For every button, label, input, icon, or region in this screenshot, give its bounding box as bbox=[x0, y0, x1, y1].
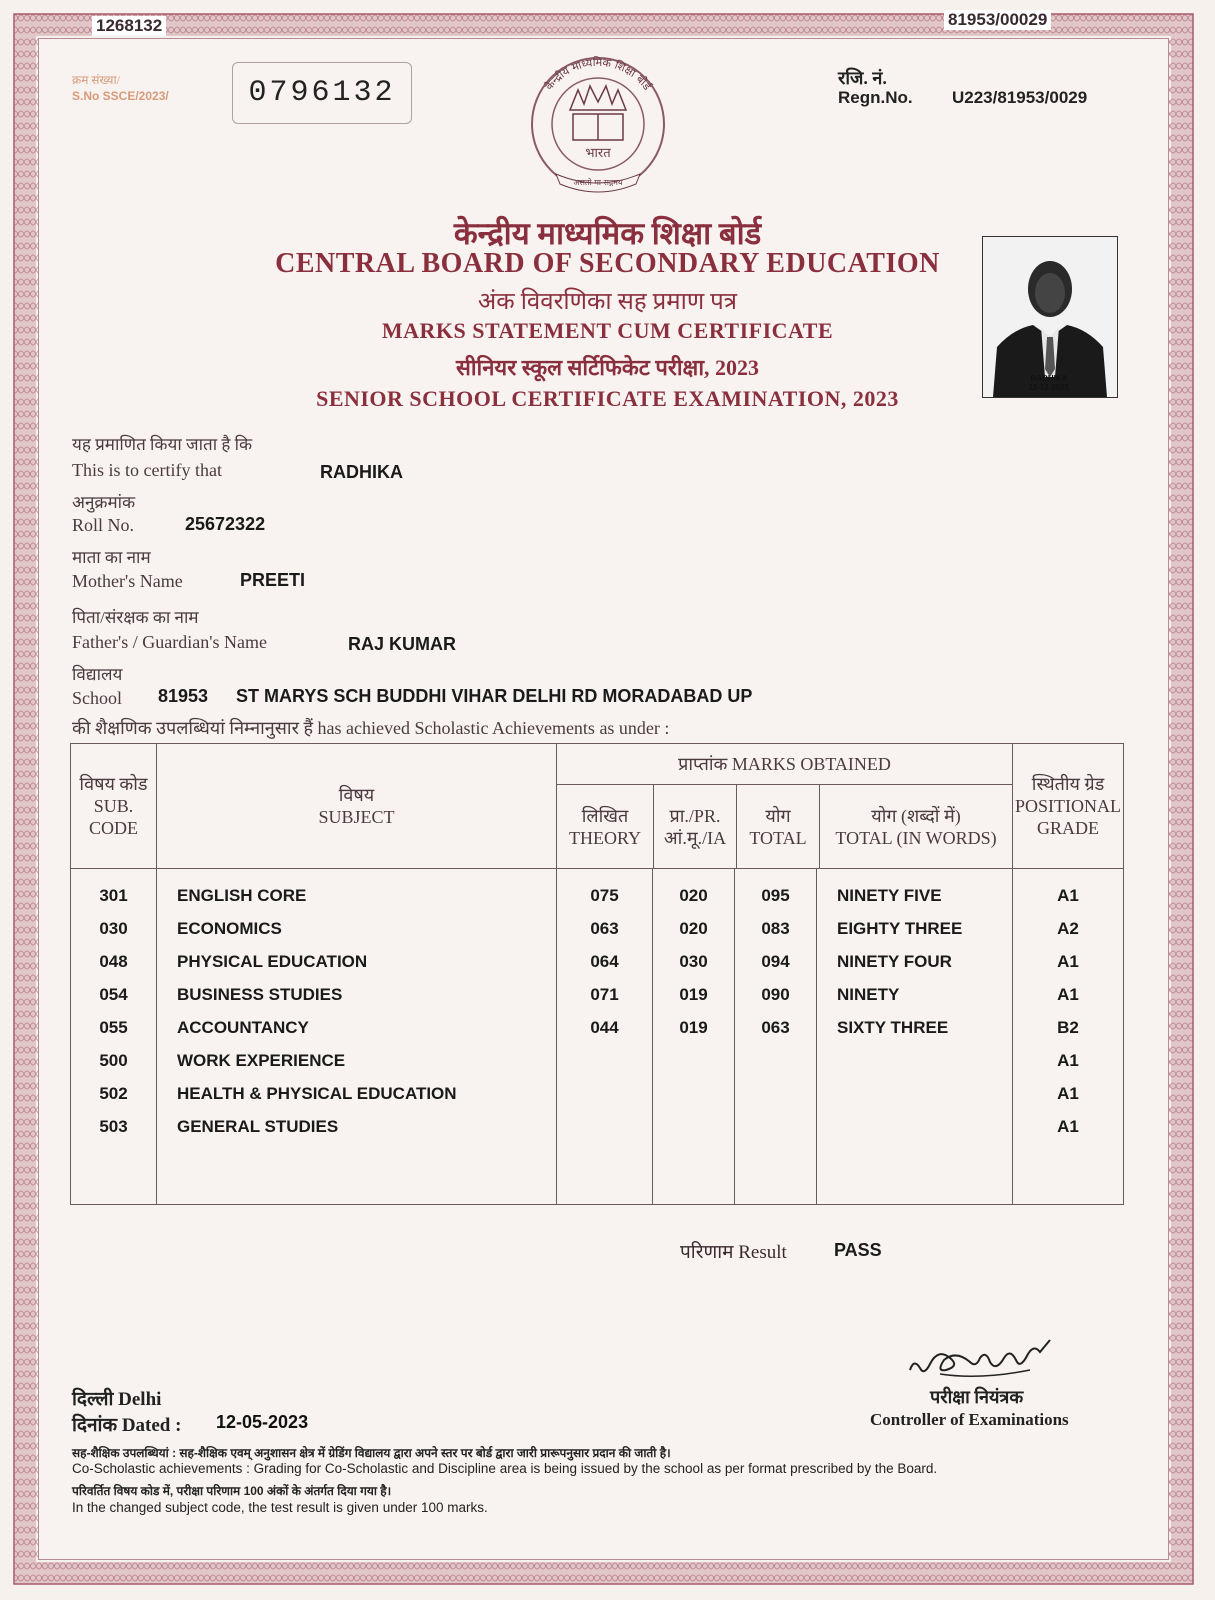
cell-subject: HEALTH & PHYSICAL EDUCATION bbox=[177, 1083, 457, 1103]
col-pr bbox=[653, 869, 735, 1205]
cell-total bbox=[735, 1044, 816, 1077]
photo-caption bbox=[982, 374, 1116, 392]
cell-total: 095 bbox=[761, 885, 790, 905]
cell-pr bbox=[653, 1110, 734, 1143]
regn-label-hi: रजि. नं. bbox=[838, 68, 887, 88]
top-right-number: 81953/00029 bbox=[944, 10, 1051, 30]
board-title-hi: केन्द्रीय माध्यमिक शिक्षा बोर्ड bbox=[453, 216, 762, 251]
cell-subject: PHYSICAL EDUCATION bbox=[177, 951, 368, 971]
header-total-words bbox=[820, 785, 1012, 868]
regn-label-en: Regn.No. bbox=[838, 88, 913, 107]
logo-text-top: केन्द्रीय माध्यमिक शिक्षा बोर्ड bbox=[542, 55, 654, 93]
cell-code: 055 bbox=[99, 1017, 128, 1037]
father-label-hi: पिता/संरक्षक का नाम bbox=[72, 608, 199, 627]
cell-words: NINETY bbox=[837, 984, 900, 1004]
cell-theory: 044 bbox=[590, 1017, 619, 1037]
doc-title-en: MARKS STATEMENT CUM CERTIFICATE bbox=[381, 318, 834, 343]
header-subject-hi: विषय bbox=[338, 785, 375, 805]
cell-theory bbox=[557, 1077, 652, 1110]
col-theory bbox=[557, 869, 653, 1205]
cell-theory bbox=[557, 1044, 652, 1077]
header-subject bbox=[157, 744, 557, 869]
board-title-en: CENTRAL BOARD OF SECONDARY EDUCATION bbox=[275, 248, 940, 279]
header-grade-en1: POSITIONAL bbox=[1015, 796, 1122, 816]
cell-theory: 075 bbox=[590, 885, 619, 905]
cell-total bbox=[735, 1077, 816, 1110]
header-code-hi: विषय कोड bbox=[79, 774, 148, 794]
roll-label-en: Roll No. bbox=[72, 515, 135, 535]
cell-subject: GENERAL STUDIES bbox=[177, 1116, 339, 1136]
father-name: RAJ KUMAR bbox=[348, 634, 456, 654]
cell-total: 063 bbox=[761, 1017, 790, 1037]
header-marks-group bbox=[557, 744, 1013, 869]
cell-pr bbox=[653, 1044, 734, 1077]
header-code-en1: SUB. bbox=[93, 796, 134, 816]
regn-value: U223/81953/0029 bbox=[952, 88, 1088, 107]
col-words bbox=[817, 869, 1013, 1205]
dated-label: दिनांक Dated : bbox=[72, 1415, 182, 1436]
cell-subject: ENGLISH CORE bbox=[177, 885, 307, 905]
cell-words: SIXTY THREE bbox=[837, 1017, 949, 1037]
cell-words bbox=[817, 1044, 1012, 1077]
cell-subject: BUSINESS STUDIES bbox=[177, 984, 343, 1004]
header-theory-en: THEORY bbox=[569, 827, 641, 848]
cell-grade: A2 bbox=[1057, 918, 1079, 938]
cell-pr: 020 bbox=[679, 918, 708, 938]
note1-hi: सह-शैक्षिक उपलब्धियां : सह-शैक्षिक एवम् अनुशासन क्षेत्र में ग्रेडिंग विद्यालय द्वारा अपने स्तर पर बोर्ड द्वारा जारी प्रारूपनुसार प्रदान की जाती है। bbox=[72, 1446, 671, 1460]
roll-label-hi: अनुक्रमांक bbox=[72, 493, 136, 512]
marks-table bbox=[70, 743, 1124, 1205]
header-pr-en: आं.मू./IA bbox=[663, 827, 727, 848]
cell-subject: ECONOMICS bbox=[177, 918, 282, 938]
achieved-line bbox=[72, 716, 669, 740]
cell-total: 090 bbox=[761, 984, 790, 1004]
school-name: ST MARYS SCH BUDDHI VIHAR DELHI RD MORADABAD UP bbox=[236, 686, 753, 706]
mother-label-hi: माता का नाम bbox=[72, 548, 151, 567]
school-label-en: School bbox=[72, 688, 123, 708]
cell-words bbox=[817, 1110, 1012, 1143]
top-left-number: 1268132 bbox=[92, 16, 166, 36]
header-code bbox=[71, 744, 157, 869]
cell-grade: A1 bbox=[1057, 1116, 1079, 1136]
cell-subject: ACCOUNTANCY bbox=[177, 1017, 309, 1037]
col-code bbox=[71, 869, 157, 1205]
place: दिल्ली Delhi bbox=[72, 1389, 162, 1410]
header-total-en: TOTAL bbox=[749, 827, 807, 848]
cell-words bbox=[817, 1077, 1012, 1110]
controller-label-en: Controller of Examinations bbox=[870, 1410, 1069, 1429]
header-words-hi: योग (शब्दों में) bbox=[871, 805, 961, 826]
header-practical bbox=[654, 785, 737, 868]
cell-code: 030 bbox=[99, 918, 128, 938]
header-grade bbox=[1013, 744, 1124, 869]
cell-theory bbox=[557, 1110, 652, 1143]
result-value: PASS bbox=[834, 1240, 882, 1260]
cell-code: 048 bbox=[99, 951, 128, 971]
controller-signature bbox=[900, 1330, 1060, 1390]
cell-total: 094 bbox=[761, 951, 790, 971]
cell-theory: 071 bbox=[590, 984, 619, 1004]
exam-title-hi: सीनियर स्कूल सर्टिफिकेट परीक्षा, 2023 bbox=[455, 355, 760, 380]
cell-pr: 020 bbox=[679, 885, 708, 905]
issue-date: 12-05-2023 bbox=[216, 1412, 309, 1432]
cell-code: 054 bbox=[99, 984, 128, 1004]
student-photo-image bbox=[983, 237, 1117, 397]
student-name: RADHIKA bbox=[320, 462, 403, 482]
father-label-en: Father's / Guardian's Name bbox=[72, 632, 267, 652]
cell-total: 083 bbox=[761, 918, 790, 938]
school-code: 81953 bbox=[158, 686, 209, 706]
achieved-label-en: has achieved Scholastic Achievements as under : bbox=[317, 718, 670, 738]
serial-label-en: S.No SSCE/2023/ bbox=[72, 89, 169, 103]
header-code-en2: CODE bbox=[89, 818, 138, 838]
cbse-logo bbox=[518, 52, 678, 202]
header-marks-obtained: प्राप्तांक MARKS OBTAINED bbox=[557, 744, 1012, 785]
cell-grade: A1 bbox=[1057, 1050, 1079, 1070]
header-total-hi: योग bbox=[765, 805, 791, 826]
table-body bbox=[71, 869, 1124, 1205]
serial-label bbox=[72, 72, 169, 104]
note1-en: Co-Scholastic achievements : Grading for Co-Scholastic and Discipline area is being issued by the school as per format prescribed by the Board. bbox=[72, 1461, 938, 1476]
cell-grade: A1 bbox=[1057, 984, 1079, 1004]
cell-words: EIGHTY THREE bbox=[837, 918, 963, 938]
cell-theory: 063 bbox=[590, 918, 619, 938]
school-label-hi: विद्यालय bbox=[72, 665, 123, 684]
cell-grade: A1 bbox=[1057, 1083, 1079, 1103]
header-theory-hi: लिखित bbox=[581, 805, 629, 826]
mother-label-en: Mother's Name bbox=[72, 571, 183, 591]
header-grade-hi: स्थितीय ग्रेड bbox=[1031, 774, 1105, 794]
col-subject bbox=[157, 869, 557, 1205]
cell-pr: 030 bbox=[679, 951, 708, 971]
logo-text-center: भारत bbox=[585, 146, 611, 161]
achieved-label-hi: की शैक्षणिक उपलब्धियां निम्नानुसार हैं bbox=[72, 718, 314, 738]
svg-text:केन्द्रीय माध्यमिक शिक्षा बोर् bbox=[543, 56, 655, 93]
cell-words: NINETY FOUR bbox=[837, 951, 952, 971]
cell-pr bbox=[653, 1077, 734, 1110]
doc-title-hi: अंक विवरणिका सह प्रमाण पत्र bbox=[477, 289, 738, 315]
roll-number: 25672322 bbox=[185, 514, 266, 534]
cell-pr: 019 bbox=[679, 1017, 708, 1037]
header-theory bbox=[557, 785, 654, 868]
cell-code: 502 bbox=[99, 1083, 128, 1103]
table-header-row bbox=[71, 744, 1124, 869]
photo-caption-name: RADHIKA bbox=[1030, 374, 1068, 383]
result-label: परिणाम Result bbox=[680, 1242, 787, 1263]
header-pr-hi: प्रा./PR. bbox=[669, 805, 721, 826]
certify-label-hi: यह प्रमाणित किया जाता है कि bbox=[72, 435, 253, 454]
cell-grade: B2 bbox=[1057, 1017, 1079, 1037]
cell-code: 301 bbox=[99, 885, 128, 905]
header-total bbox=[737, 785, 820, 868]
certify-label-en: This is to certify that bbox=[72, 460, 222, 480]
serial-label-hi: क्रम संख्या/ bbox=[72, 73, 120, 87]
note2-en: In the changed subject code, the test result is given under 100 marks. bbox=[72, 1500, 488, 1515]
cell-theory: 064 bbox=[590, 951, 619, 971]
header-subject-en: SUBJECT bbox=[318, 807, 395, 827]
cell-subject: WORK EXPERIENCE bbox=[177, 1050, 346, 1070]
note2-hi: परिवर्तित विषय कोड में, परीक्षा परिणाम 100 अंकों के अंतर्गत दिया गया है। bbox=[72, 1484, 392, 1498]
cell-grade: A1 bbox=[1057, 951, 1079, 971]
photo-caption-date: 11-12-2021 bbox=[1028, 383, 1070, 392]
exam-title-en: SENIOR SCHOOL CERTIFICATE EXAMINATION, 2023 bbox=[316, 386, 899, 411]
col-grade bbox=[1013, 869, 1124, 1205]
cell-grade: A1 bbox=[1057, 885, 1079, 905]
serial-number: 0796132 bbox=[232, 62, 412, 124]
header-words-en: TOTAL (IN WORDS) bbox=[835, 827, 997, 848]
col-total bbox=[735, 869, 817, 1205]
cell-code: 503 bbox=[99, 1116, 128, 1136]
cell-pr: 019 bbox=[679, 984, 708, 1004]
cell-code: 500 bbox=[99, 1050, 128, 1070]
mother-name: PREETI bbox=[240, 570, 306, 590]
cell-words: NINETY FIVE bbox=[837, 885, 942, 905]
controller-label-hi: परीक्षा नियंत्रक bbox=[930, 1387, 1024, 1407]
logo-motto: असतो मा सद्गमय bbox=[573, 178, 623, 187]
cell-total bbox=[735, 1110, 816, 1143]
header-grade-en2: GRADE bbox=[1037, 818, 1100, 838]
